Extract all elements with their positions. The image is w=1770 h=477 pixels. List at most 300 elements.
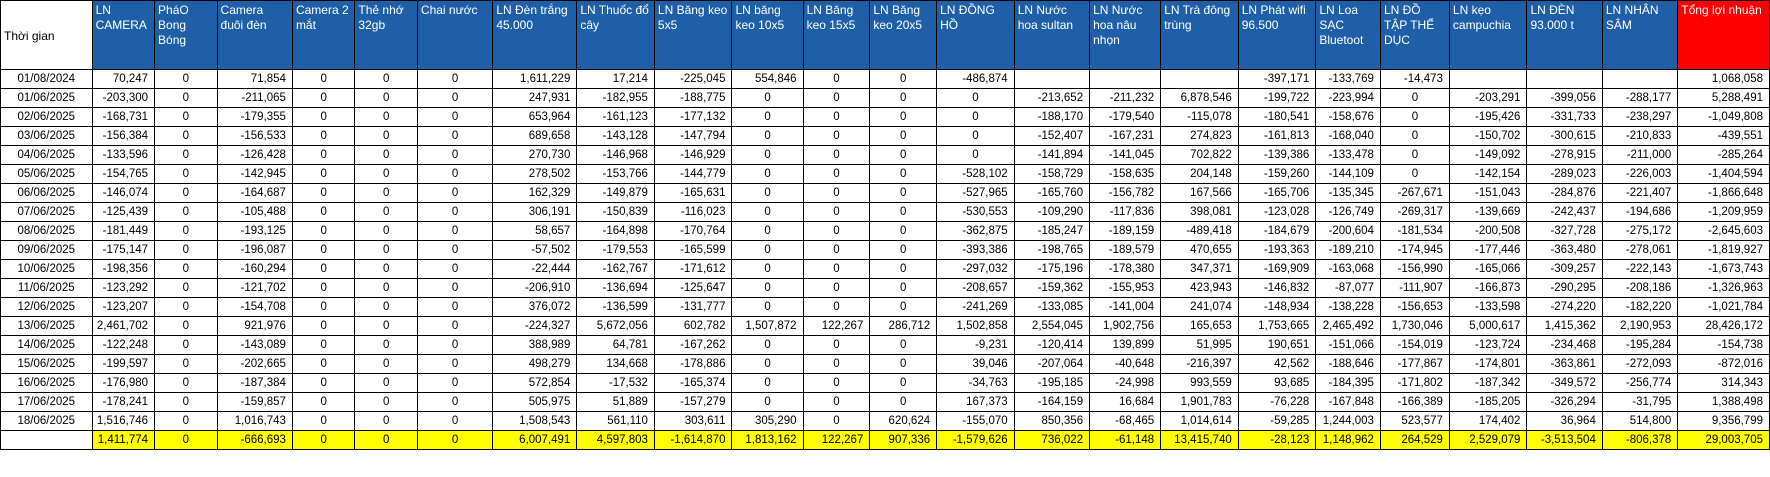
value-cell[interactable]: -211,232 <box>1090 89 1161 108</box>
value-cell[interactable]: -126,428 <box>217 146 292 165</box>
total-cell[interactable]: 4,597,803 <box>577 431 655 450</box>
value-cell[interactable]: -139,386 <box>1238 146 1316 165</box>
total-cell[interactable]: 1,411,774 <box>92 431 154 450</box>
value-cell[interactable]: 0 <box>155 184 217 203</box>
value-cell[interactable]: -135,345 <box>1316 184 1381 203</box>
value-cell[interactable]: 0 <box>155 279 217 298</box>
value-cell[interactable]: 0 <box>732 374 803 393</box>
value-cell[interactable]: -226,003 <box>1602 165 1677 184</box>
value-cell[interactable]: -57,502 <box>493 241 577 260</box>
value-cell[interactable] <box>1527 70 1602 89</box>
value-cell[interactable]: -1,866,648 <box>1678 184 1770 203</box>
value-cell[interactable]: 0 <box>732 241 803 260</box>
value-cell[interactable]: -166,389 <box>1380 393 1449 412</box>
value-cell[interactable]: 0 <box>155 146 217 165</box>
value-cell[interactable]: -189,159 <box>1090 222 1161 241</box>
value-cell[interactable]: -156,533 <box>217 127 292 146</box>
total-cell[interactable]: 1,148,962 <box>1316 431 1381 450</box>
value-cell[interactable]: 388,989 <box>493 336 577 355</box>
value-cell[interactable]: 1,014,614 <box>1161 412 1239 431</box>
value-cell[interactable]: -297,032 <box>937 260 1015 279</box>
value-cell[interactable]: 0 <box>355 298 417 317</box>
value-cell[interactable]: 0 <box>155 374 217 393</box>
value-cell[interactable]: -156,653 <box>1380 298 1449 317</box>
value-cell[interactable]: -76,228 <box>1238 393 1316 412</box>
value-cell[interactable]: 39,046 <box>937 355 1015 374</box>
value-cell[interactable]: -117,836 <box>1090 203 1161 222</box>
value-cell[interactable]: 306,191 <box>493 203 577 222</box>
value-cell[interactable]: -208,186 <box>1602 279 1677 298</box>
value-cell[interactable]: 523,577 <box>1380 412 1449 431</box>
value-cell[interactable]: -22,444 <box>493 260 577 279</box>
value-cell[interactable]: -199,722 <box>1238 89 1316 108</box>
value-cell[interactable]: 0 <box>155 222 217 241</box>
value-cell[interactable]: 0 <box>355 127 417 146</box>
value-cell[interactable]: 921,976 <box>217 317 292 336</box>
value-cell[interactable]: -179,553 <box>577 241 655 260</box>
value-cell[interactable]: -208,657 <box>937 279 1015 298</box>
value-cell[interactable]: 0 <box>355 203 417 222</box>
value-cell[interactable]: -222,143 <box>1602 260 1677 279</box>
value-cell[interactable]: 5,672,056 <box>577 317 655 336</box>
value-cell[interactable]: -165,599 <box>654 241 732 260</box>
value-cell[interactable]: -188,170 <box>1014 108 1089 127</box>
value-cell[interactable]: 0 <box>292 336 354 355</box>
date-cell[interactable]: 01/06/2025 <box>1 89 93 108</box>
value-cell[interactable]: 190,651 <box>1238 336 1316 355</box>
value-cell[interactable]: 0 <box>292 279 354 298</box>
total-cell[interactable]: 264,529 <box>1380 431 1449 450</box>
value-cell[interactable]: 204,148 <box>1161 165 1239 184</box>
value-cell[interactable]: 689,658 <box>493 127 577 146</box>
value-cell[interactable]: 0 <box>870 374 937 393</box>
header-cell[interactable]: Thẻ nhớ 32gb <box>355 1 417 70</box>
value-cell[interactable]: -166,873 <box>1449 279 1527 298</box>
value-cell[interactable]: -269,317 <box>1380 203 1449 222</box>
value-cell[interactable]: 1,415,362 <box>1527 317 1602 336</box>
value-cell[interactable]: 0 <box>803 412 870 431</box>
value-cell[interactable]: 0 <box>417 184 492 203</box>
value-cell[interactable]: -200,604 <box>1316 222 1381 241</box>
date-cell[interactable]: 07/06/2025 <box>1 203 93 222</box>
value-cell[interactable]: -165,760 <box>1014 184 1089 203</box>
date-cell[interactable]: 06/06/2025 <box>1 184 93 203</box>
value-cell[interactable]: 0 <box>355 317 417 336</box>
value-cell[interactable]: 653,964 <box>493 108 577 127</box>
value-cell[interactable]: -1,021,784 <box>1678 298 1770 317</box>
value-cell[interactable]: -188,775 <box>654 89 732 108</box>
header-cell[interactable]: LN NHÂN SÂM <box>1602 1 1677 70</box>
value-cell[interactable]: 0 <box>937 146 1015 165</box>
value-cell[interactable]: -285,264 <box>1678 146 1770 165</box>
value-cell[interactable]: 5,288,491 <box>1678 89 1770 108</box>
value-cell[interactable]: 0 <box>155 298 217 317</box>
value-cell[interactable]: 0 <box>417 165 492 184</box>
value-cell[interactable]: -393,386 <box>937 241 1015 260</box>
value-cell[interactable]: 0 <box>292 146 354 165</box>
value-cell[interactable]: -150,839 <box>577 203 655 222</box>
header-cell[interactable]: LN ĐỒ TẬP THỂ DỤC <box>1380 1 1449 70</box>
header-cell[interactable]: LN ĐỒNG HỒ <box>937 1 1015 70</box>
value-cell[interactable]: -158,676 <box>1316 108 1381 127</box>
value-cell[interactable]: 0 <box>417 279 492 298</box>
value-cell[interactable]: 1,516,746 <box>92 412 154 431</box>
value-cell[interactable]: 0 <box>870 260 937 279</box>
value-cell[interactable]: -141,045 <box>1090 146 1161 165</box>
value-cell[interactable]: -165,706 <box>1238 184 1316 203</box>
value-cell[interactable]: 0 <box>803 336 870 355</box>
value-cell[interactable]: -136,694 <box>577 279 655 298</box>
value-cell[interactable]: 1,611,229 <box>493 70 577 89</box>
header-cell[interactable]: LN Thuốc đổ cây <box>577 1 655 70</box>
value-cell[interactable]: -165,066 <box>1449 260 1527 279</box>
value-cell[interactable]: 0 <box>292 70 354 89</box>
value-cell[interactable]: -527,965 <box>937 184 1015 203</box>
value-cell[interactable]: 93,685 <box>1238 374 1316 393</box>
value-cell[interactable]: 314,343 <box>1678 374 1770 393</box>
value-cell[interactable]: -177,867 <box>1380 355 1449 374</box>
value-cell[interactable]: 0 <box>155 260 217 279</box>
value-cell[interactable]: 0 <box>417 222 492 241</box>
value-cell[interactable]: 561,110 <box>577 412 655 431</box>
value-cell[interactable]: -17,532 <box>577 374 655 393</box>
value-cell[interactable]: -138,228 <box>1316 298 1381 317</box>
value-cell[interactable]: -489,418 <box>1161 222 1239 241</box>
value-cell[interactable]: 0 <box>870 184 937 203</box>
value-cell[interactable]: -159,857 <box>217 393 292 412</box>
value-cell[interactable]: -174,801 <box>1449 355 1527 374</box>
value-cell[interactable]: -187,384 <box>217 374 292 393</box>
header-cell-time[interactable]: Thời gian <box>1 1 93 70</box>
value-cell[interactable]: -195,426 <box>1449 108 1527 127</box>
value-cell[interactable]: -40,648 <box>1090 355 1161 374</box>
value-cell[interactable]: 0 <box>803 89 870 108</box>
value-cell[interactable]: -123,207 <box>92 298 154 317</box>
value-cell[interactable]: 303,611 <box>654 412 732 431</box>
value-cell[interactable]: -133,769 <box>1316 70 1381 89</box>
value-cell[interactable] <box>1161 70 1239 89</box>
date-cell[interactable]: 16/06/2025 <box>1 374 93 393</box>
value-cell[interactable]: -148,934 <box>1238 298 1316 317</box>
value-cell[interactable]: -87,077 <box>1316 279 1381 298</box>
value-cell[interactable]: 0 <box>292 298 354 317</box>
value-cell[interactable]: -111,907 <box>1380 279 1449 298</box>
value-cell[interactable]: -1,673,743 <box>1678 260 1770 279</box>
value-cell[interactable]: 1,507,872 <box>732 317 803 336</box>
value-cell[interactable]: 0 <box>417 127 492 146</box>
value-cell[interactable]: 0 <box>803 127 870 146</box>
value-cell[interactable]: 0 <box>870 336 937 355</box>
value-cell[interactable]: 0 <box>355 165 417 184</box>
value-cell[interactable]: -144,779 <box>654 165 732 184</box>
value-cell[interactable]: 0 <box>417 317 492 336</box>
value-cell[interactable]: 0 <box>803 241 870 260</box>
value-cell[interactable]: -256,774 <box>1602 374 1677 393</box>
value-cell[interactable]: 398,081 <box>1161 203 1239 222</box>
value-cell[interactable]: -126,749 <box>1316 203 1381 222</box>
header-cell[interactable]: LN Đèn trắng 45.000 <box>493 1 577 70</box>
value-cell[interactable]: -174,945 <box>1380 241 1449 260</box>
value-cell[interactable]: 0 <box>803 355 870 374</box>
date-cell[interactable]: 04/06/2025 <box>1 146 93 165</box>
value-cell[interactable]: -1,049,808 <box>1678 108 1770 127</box>
header-cell[interactable]: LN Băng keo 20x5 <box>870 1 937 70</box>
value-cell[interactable]: 0 <box>355 70 417 89</box>
header-cell[interactable]: LN Băng keo 5x5 <box>654 1 732 70</box>
value-cell[interactable]: -326,294 <box>1527 393 1602 412</box>
value-cell[interactable]: 0 <box>732 184 803 203</box>
value-cell[interactable]: 167,566 <box>1161 184 1239 203</box>
value-cell[interactable]: -242,437 <box>1527 203 1602 222</box>
value-cell[interactable]: -272,093 <box>1602 355 1677 374</box>
value-cell[interactable]: 0 <box>732 89 803 108</box>
value-cell[interactable]: -121,702 <box>217 279 292 298</box>
value-cell[interactable]: -171,802 <box>1380 374 1449 393</box>
value-cell[interactable]: 0 <box>355 89 417 108</box>
value-cell[interactable]: -133,596 <box>92 146 154 165</box>
value-cell[interactable]: 0 <box>355 108 417 127</box>
value-cell[interactable]: 0 <box>292 260 354 279</box>
value-cell[interactable]: -195,185 <box>1014 374 1089 393</box>
value-cell[interactable]: -171,612 <box>654 260 732 279</box>
value-cell[interactable]: 0 <box>417 260 492 279</box>
value-cell[interactable]: -133,478 <box>1316 146 1381 165</box>
value-cell[interactable]: 0 <box>870 279 937 298</box>
header-cell[interactable]: LN Băng keo 15x5 <box>803 1 870 70</box>
value-cell[interactable]: -198,356 <box>92 260 154 279</box>
value-cell[interactable]: 122,267 <box>803 317 870 336</box>
value-cell[interactable]: -182,955 <box>577 89 655 108</box>
date-cell[interactable]: 09/06/2025 <box>1 241 93 260</box>
value-cell[interactable]: 0 <box>355 184 417 203</box>
value-cell[interactable]: 0 <box>355 260 417 279</box>
header-cell[interactable]: LN Phát wifi 96.500 <box>1238 1 1316 70</box>
value-cell[interactable]: 0 <box>355 355 417 374</box>
value-cell[interactable]: 0 <box>292 222 354 241</box>
value-cell[interactable]: -116,023 <box>654 203 732 222</box>
value-cell[interactable]: -159,260 <box>1238 165 1316 184</box>
value-cell[interactable]: 1,068,058 <box>1678 70 1770 89</box>
value-cell[interactable]: 0 <box>155 89 217 108</box>
value-cell[interactable]: -211,065 <box>217 89 292 108</box>
value-cell[interactable]: 0 <box>803 184 870 203</box>
value-cell[interactable]: -154,708 <box>217 298 292 317</box>
value-cell[interactable]: -109,290 <box>1014 203 1089 222</box>
value-cell[interactable]: -159,362 <box>1014 279 1089 298</box>
value-cell[interactable]: 0 <box>292 355 354 374</box>
value-cell[interactable]: -167,262 <box>654 336 732 355</box>
total-cell[interactable]: 6,007,491 <box>493 431 577 450</box>
value-cell[interactable]: -278,061 <box>1602 241 1677 260</box>
value-cell[interactable]: -34,763 <box>937 374 1015 393</box>
value-cell[interactable]: 0 <box>803 393 870 412</box>
value-cell[interactable]: 554,846 <box>732 70 803 89</box>
total-cell[interactable]: -666,693 <box>217 431 292 450</box>
value-cell[interactable]: 0 <box>803 165 870 184</box>
value-cell[interactable]: -24,998 <box>1090 374 1161 393</box>
value-cell[interactable]: 1,753,665 <box>1238 317 1316 336</box>
total-cell[interactable]: 29,003,705 <box>1678 431 1770 450</box>
total-cell[interactable]: 907,336 <box>870 431 937 450</box>
value-cell[interactable]: -165,631 <box>654 184 732 203</box>
total-cell[interactable]: 1,813,162 <box>732 431 803 450</box>
value-cell[interactable]: -309,257 <box>1527 260 1602 279</box>
value-cell[interactable]: 0 <box>870 70 937 89</box>
value-cell[interactable]: -151,066 <box>1316 336 1381 355</box>
value-cell[interactable]: 17,214 <box>577 70 655 89</box>
total-cell[interactable]: -806,378 <box>1602 431 1677 450</box>
value-cell[interactable]: -300,615 <box>1527 127 1602 146</box>
value-cell[interactable]: 139,899 <box>1090 336 1161 355</box>
value-cell[interactable]: 1,016,743 <box>217 412 292 431</box>
value-cell[interactable]: 0 <box>155 412 217 431</box>
value-cell[interactable]: -162,767 <box>577 260 655 279</box>
value-cell[interactable]: -203,291 <box>1449 89 1527 108</box>
value-cell[interactable]: 0 <box>155 317 217 336</box>
header-cell[interactable]: LN Nước hoa nâu nhọn <box>1090 1 1161 70</box>
value-cell[interactable]: -123,028 <box>1238 203 1316 222</box>
value-cell[interactable]: 278,502 <box>493 165 577 184</box>
value-cell[interactable]: -155,953 <box>1090 279 1161 298</box>
value-cell[interactable]: -224,327 <box>493 317 577 336</box>
value-cell[interactable]: -133,598 <box>1449 298 1527 317</box>
total-cell[interactable]: -28,123 <box>1238 431 1316 450</box>
value-cell[interactable]: 1,730,046 <box>1380 317 1449 336</box>
value-cell[interactable]: 0 <box>417 298 492 317</box>
value-cell[interactable]: 51,889 <box>577 393 655 412</box>
value-cell[interactable]: -1,819,927 <box>1678 241 1770 260</box>
value-cell[interactable]: -176,980 <box>92 374 154 393</box>
value-cell[interactable]: -167,231 <box>1090 127 1161 146</box>
value-cell[interactable]: -238,297 <box>1602 108 1677 127</box>
value-cell[interactable]: -158,635 <box>1090 165 1161 184</box>
value-cell[interactable]: 0 <box>292 412 354 431</box>
value-cell[interactable]: -31,795 <box>1602 393 1677 412</box>
value-cell[interactable]: 0 <box>355 222 417 241</box>
value-cell[interactable]: -179,355 <box>217 108 292 127</box>
value-cell[interactable]: -156,990 <box>1380 260 1449 279</box>
value-cell[interactable]: 0 <box>732 355 803 374</box>
value-cell[interactable]: 71,854 <box>217 70 292 89</box>
value-cell[interactable]: -185,247 <box>1014 222 1089 241</box>
value-cell[interactable]: 0 <box>732 393 803 412</box>
value-cell[interactable] <box>1449 70 1527 89</box>
value-cell[interactable]: -188,646 <box>1316 355 1381 374</box>
total-cell[interactable]: 0 <box>355 431 417 450</box>
value-cell[interactable]: -198,765 <box>1014 241 1089 260</box>
value-cell[interactable]: 1,508,543 <box>493 412 577 431</box>
value-cell[interactable]: -125,439 <box>92 203 154 222</box>
value-cell[interactable]: 514,800 <box>1602 412 1677 431</box>
value-cell[interactable]: 376,072 <box>493 298 577 317</box>
value-cell[interactable]: 0 <box>870 355 937 374</box>
value-cell[interactable]: 0 <box>417 374 492 393</box>
value-cell[interactable]: 0 <box>803 146 870 165</box>
value-cell[interactable]: -185,205 <box>1449 393 1527 412</box>
value-cell[interactable]: 0 <box>732 146 803 165</box>
value-cell[interactable]: 286,712 <box>870 317 937 336</box>
value-cell[interactable]: -349,572 <box>1527 374 1602 393</box>
value-cell[interactable]: -211,000 <box>1602 146 1677 165</box>
value-cell[interactable]: -399,056 <box>1527 89 1602 108</box>
value-cell[interactable]: 505,975 <box>493 393 577 412</box>
value-cell[interactable]: -157,279 <box>654 393 732 412</box>
value-cell[interactable]: -199,597 <box>92 355 154 374</box>
value-cell[interactable]: 0 <box>937 127 1015 146</box>
value-cell[interactable]: -2,645,603 <box>1678 222 1770 241</box>
value-cell[interactable]: -530,553 <box>937 203 1015 222</box>
value-cell[interactable]: 0 <box>417 241 492 260</box>
value-cell[interactable]: 0 <box>292 241 354 260</box>
date-cell[interactable]: 15/06/2025 <box>1 355 93 374</box>
header-cell[interactable]: PháO Bong Bóng <box>155 1 217 70</box>
value-cell[interactable]: 0 <box>803 222 870 241</box>
value-cell[interactable]: 0 <box>355 241 417 260</box>
header-cell[interactable]: LN Nước hoa sultan <box>1014 1 1089 70</box>
value-cell[interactable]: 0 <box>417 203 492 222</box>
value-cell[interactable]: -142,945 <box>217 165 292 184</box>
header-cell[interactable]: LN CAMERA <box>92 1 154 70</box>
value-cell[interactable]: -14,473 <box>1380 70 1449 89</box>
date-cell[interactable]: 17/06/2025 <box>1 393 93 412</box>
value-cell[interactable]: -241,269 <box>937 298 1015 317</box>
value-cell[interactable]: -115,078 <box>1161 108 1239 127</box>
value-cell[interactable]: 0 <box>870 241 937 260</box>
value-cell[interactable]: 2,461,702 <box>92 317 154 336</box>
value-cell[interactable]: -397,171 <box>1238 70 1316 89</box>
value-cell[interactable]: -234,468 <box>1527 336 1602 355</box>
value-cell[interactable]: -168,731 <box>92 108 154 127</box>
value-cell[interactable]: 0 <box>732 260 803 279</box>
value-cell[interactable]: 42,562 <box>1238 355 1316 374</box>
date-cell[interactable]: 18/06/2025 <box>1 412 93 431</box>
value-cell[interactable]: 0 <box>803 203 870 222</box>
value-cell[interactable]: -331,733 <box>1527 108 1602 127</box>
value-cell[interactable]: 0 <box>870 203 937 222</box>
value-cell[interactable]: 702,822 <box>1161 146 1239 165</box>
value-cell[interactable]: -123,292 <box>92 279 154 298</box>
value-cell[interactable]: 470,655 <box>1161 241 1239 260</box>
value-cell[interactable]: -327,728 <box>1527 222 1602 241</box>
value-cell[interactable]: 0 <box>732 127 803 146</box>
value-cell[interactable]: 0 <box>417 336 492 355</box>
value-cell[interactable]: 0 <box>732 222 803 241</box>
value-cell[interactable]: 0 <box>732 165 803 184</box>
value-cell[interactable]: 0 <box>870 393 937 412</box>
value-cell[interactable]: -175,147 <box>92 241 154 260</box>
value-cell[interactable]: -146,832 <box>1238 279 1316 298</box>
total-cell[interactable]: -61,148 <box>1090 431 1161 450</box>
value-cell[interactable] <box>1602 70 1677 89</box>
value-cell[interactable]: -164,687 <box>217 184 292 203</box>
value-cell[interactable]: -200,508 <box>1449 222 1527 241</box>
value-cell[interactable]: -182,220 <box>1602 298 1677 317</box>
value-cell[interactable]: -177,446 <box>1449 241 1527 260</box>
value-cell[interactable]: 0 <box>417 89 492 108</box>
value-cell[interactable]: -163,068 <box>1316 260 1381 279</box>
value-cell[interactable]: 0 <box>1380 89 1449 108</box>
value-cell[interactable]: 167,373 <box>937 393 1015 412</box>
value-cell[interactable]: 270,730 <box>493 146 577 165</box>
value-cell[interactable]: 423,943 <box>1161 279 1239 298</box>
value-cell[interactable]: -123,724 <box>1449 336 1527 355</box>
value-cell[interactable]: -362,875 <box>937 222 1015 241</box>
value-cell[interactable]: -120,414 <box>1014 336 1089 355</box>
value-cell[interactable]: 0 <box>292 184 354 203</box>
value-cell[interactable]: 165,653 <box>1161 317 1239 336</box>
value-cell[interactable]: -181,449 <box>92 222 154 241</box>
value-cell[interactable]: -141,004 <box>1090 298 1161 317</box>
